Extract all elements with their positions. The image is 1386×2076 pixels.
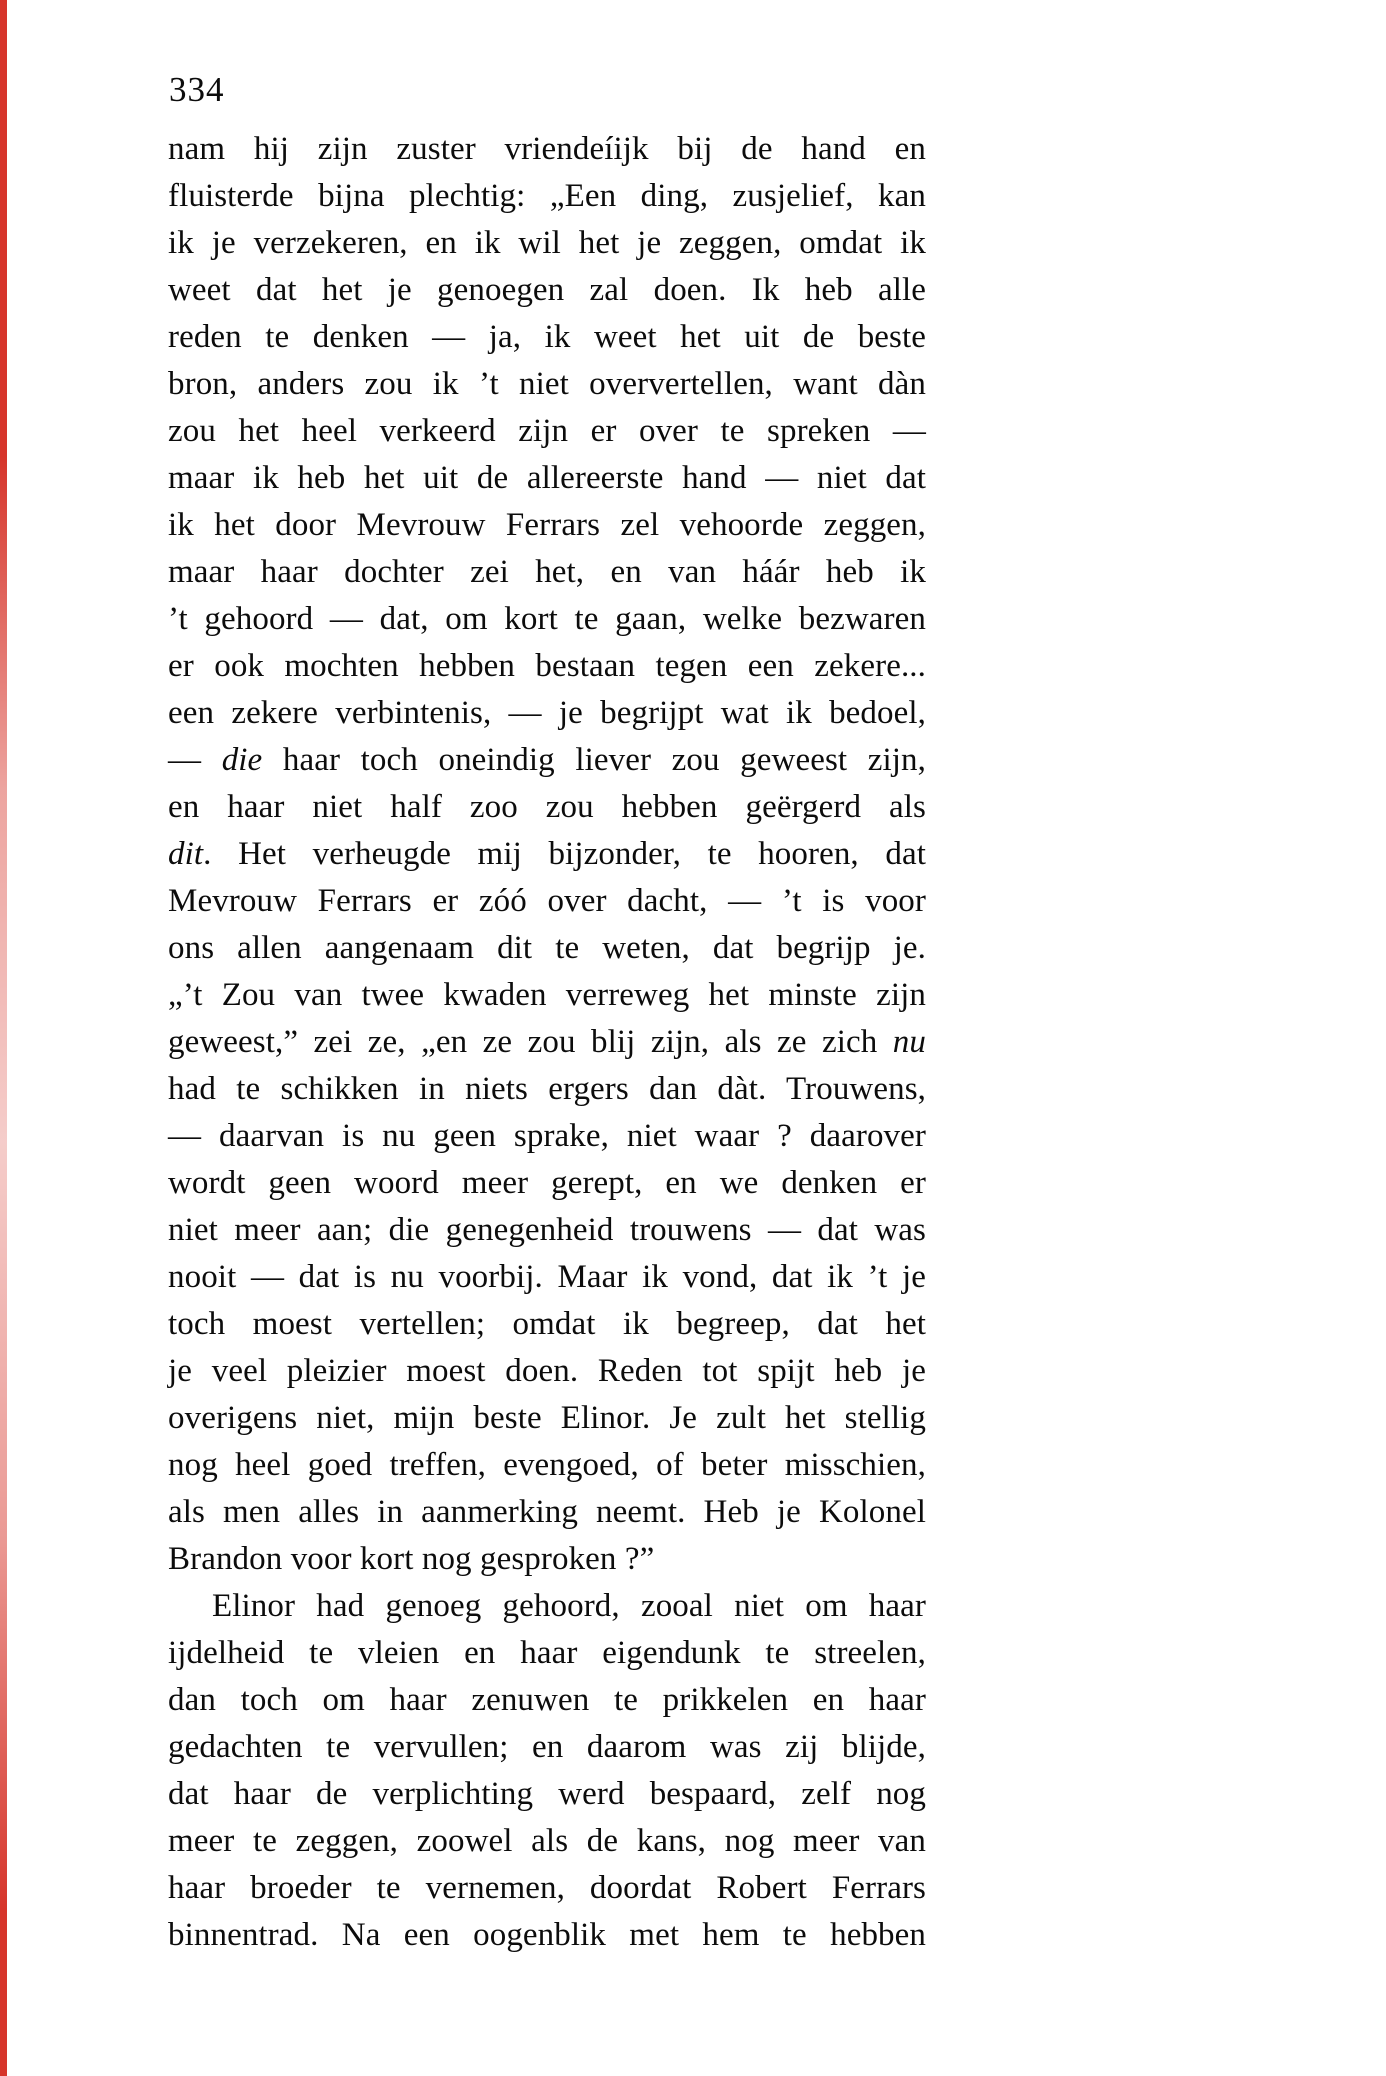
text-line [168,972,926,1019]
text-segment: dat haar de verplichting werd bespaard, zelf nog [168,1776,926,1812]
text-segment: Brandon voor kort nog gesproken ?” [168,1541,655,1577]
text-line [168,1348,926,1395]
text-line [168,925,926,972]
text-segment: ik je verzekeren, en ik wil het je zeggen, omdat ik [168,225,926,261]
text-line [168,408,926,455]
text-line [168,1865,926,1912]
text-segment: — [168,742,222,778]
text-line [168,502,926,549]
text-line [168,1536,926,1583]
italic-text-segment: nu [892,1024,926,1060]
text-segment: gedachten te vervullen; en daarom was zij blijde, [168,1729,926,1765]
italic-text-segment: die [221,742,263,778]
text-segment: dan toch om haar zenuwen te prikkelen en haar [168,1682,926,1718]
text-line [168,784,926,831]
text-segment: maar haar dochter zei het, en van háár heb ik [168,554,926,590]
text-segment: als men alles in aanmerking neemt. Heb je Kolonel [168,1494,926,1530]
text-segment: haar toch oneindig liever zou geweest zijn, [262,742,926,778]
text-segment: had te schikken in niets ergers dan dàt. Trouwens, [168,1071,926,1107]
text-segment: — daarvan is nu geen sprake, niet waar ? daarover [168,1118,926,1154]
text-segment: ons allen aangenaam dit te weten, dat begrijp je. [168,930,926,966]
text-segment: ijdelheid te vleien en haar eigendunk te streelen, [168,1635,926,1671]
text-segment: toch moest vertellen; omdat ik begreep, dat het [168,1306,926,1342]
text-line [168,1677,926,1724]
page-number: 334 [169,70,225,109]
text-segment: nooit — dat is nu voorbij. Maar ik vond, dat ik ’t je [168,1259,926,1295]
text-segment: Elinor had genoeg gehoord, zooal niet om haar [212,1588,926,1624]
text-segment: maar ik heb het uit de allereerste hand — niet dat [168,460,926,496]
text-line [168,1207,926,1254]
text-segment: nam hij zijn zuster vriendeíijk bij de hand en [168,131,926,167]
text-line [168,1583,926,1630]
text-line [168,1254,926,1301]
text-segment: haar broeder te vernemen, doordat Robert Ferrars [168,1870,926,1906]
text-segment: ik het door Mevrouw Ferrars zel vehoorde zeggen, [168,507,926,543]
text-line [168,1489,926,1536]
text-segment: „’t Zou van twee kwaden verreweg het minste zijn [168,977,926,1013]
text-line [168,549,926,596]
text-line [168,1630,926,1677]
text-block [168,126,926,1959]
text-line [168,831,926,878]
text-segment: overigens niet, mijn beste Elinor. Je zult het stellig [168,1400,926,1436]
text-line [168,737,926,784]
text-line [168,1019,926,1066]
text-line [168,173,926,220]
text-line [168,267,926,314]
text-line [168,1724,926,1771]
text-segment: niet meer aan; die genegenheid trouwens — dat was [168,1212,926,1248]
text-segment: Mevrouw Ferrars er zóó over dacht, — ’t is voor [168,883,926,919]
text-line [168,455,926,502]
scan-edge-artifact [0,0,7,2076]
text-line [168,1113,926,1160]
text-segment: zou het heel verkeerd zijn er over te spreken — [168,413,926,449]
text-segment: reden te denken — ja, ik weet het uit de beste [168,319,926,355]
text-line [168,690,926,737]
text-segment: er ook mochten hebben bestaan tegen een zekere... [168,648,926,684]
text-segment: . Het verheugde mij bijzonder, te hooren, dat [203,836,926,872]
text-segment: fluisterde bijna plechtig: „Een ding, zusjelief, kan [168,178,926,214]
text-line [168,1160,926,1207]
text-segment: en haar niet half zoo zou hebben geërgerd als [168,789,926,825]
text-line [168,1771,926,1818]
italic-text-segment: dit [168,836,204,872]
text-segment: meer te zeggen, zoowel als de kans, nog meer van [168,1823,926,1859]
text-line [168,126,926,173]
text-line [168,596,926,643]
text-segment: bron, anders zou ik ’t niet oververtellen, want dàn [168,366,926,402]
text-line [168,220,926,267]
text-line [168,1395,926,1442]
text-line [168,314,926,361]
text-line [168,1818,926,1865]
text-segment: wordt geen woord meer gerept, en we denken er [168,1165,926,1201]
text-line [168,1066,926,1113]
text-segment: ’t gehoord — dat, om kort te gaan, welke bezwaren [168,601,926,637]
text-segment: weet dat het je genoegen zal doen. Ik heb alle [168,272,926,308]
text-line [168,1442,926,1489]
text-line [168,1912,926,1959]
text-line [168,878,926,925]
text-line [168,1301,926,1348]
text-segment: binnentrad. Na een oogenblik met hem te hebben [168,1917,926,1953]
text-segment: een zekere verbintenis, — je begrijpt wat ik bedoel, [168,695,926,731]
text-line [168,361,926,408]
text-segment: je veel pleizier moest doen. Reden tot spijt heb je [168,1353,926,1389]
text-line [168,643,926,690]
text-segment: nog heel goed treffen, evengoed, of beter misschien, [168,1447,926,1483]
text-segment: geweest,” zei ze, „en ze zou blij zijn, als ze zich [168,1024,893,1060]
